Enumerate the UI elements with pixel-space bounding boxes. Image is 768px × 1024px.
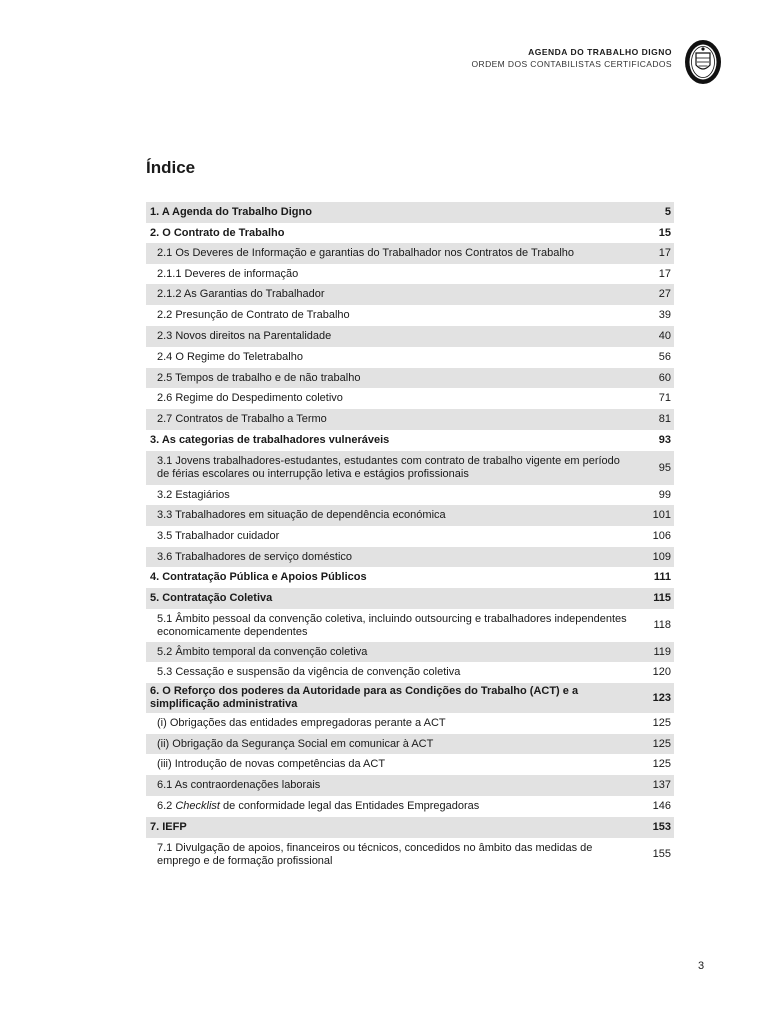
toc-entry[interactable] — [146, 683, 674, 713]
toc-entry-title: 3. As categorias de trabalhadores vulneráveis — [150, 434, 390, 446]
toc-entry-title: (ii) Obrigação da Segurança Social em comunicar à ACT — [157, 737, 434, 750]
toc-entry-page: 137 — [652, 779, 671, 791]
toc-entry[interactable] — [146, 796, 674, 817]
ordem-seal-icon — [684, 39, 722, 85]
toc-entry-title: 5.2 Âmbito temporal da convenção coletiva — [157, 645, 368, 658]
toc-entry[interactable] — [146, 526, 674, 547]
toc-entry[interactable] — [146, 485, 674, 505]
toc-entry[interactable] — [146, 588, 674, 609]
table-of-contents — [146, 202, 674, 871]
toc-entry[interactable] — [146, 368, 674, 388]
toc-entry-page: 17 — [658, 247, 671, 259]
toc-entry-page: 5 — [664, 206, 671, 218]
toc-entry-title: 2.5 Tempos de trabalho e de não trabalho — [157, 371, 361, 384]
toc-entry-title: 5.3 Cessação e suspensão da vigência de convenção coletiva — [157, 666, 461, 678]
toc-entry-page: 17 — [658, 267, 671, 280]
toc-entry-page: 123 — [652, 691, 671, 704]
toc-entry-title: 1. A Agenda do Trabalho Digno — [150, 206, 312, 218]
toc-entry[interactable] — [146, 505, 674, 526]
toc-entry-title: 7.1 Divulgação de apoios, financeiros ou técnicos, concedidos no âmbito das medidas de emprego e de formação profissional — [157, 841, 593, 867]
toc-entry[interactable] — [146, 642, 674, 662]
toc-entry[interactable] — [146, 567, 674, 588]
toc-entry-page: 125 — [652, 737, 671, 750]
toc-entry-page: 118 — [653, 619, 671, 631]
page-number: 3 — [698, 960, 705, 972]
toc-entry-title: 2.2 Presunção de Contrato de Trabalho — [157, 309, 350, 321]
toc-entry[interactable] — [146, 430, 674, 451]
toc-entry-page: 40 — [658, 330, 671, 342]
toc-entry[interactable] — [146, 388, 674, 409]
toc-entry-title: 7. IEFP — [150, 821, 187, 833]
toc-entry-page: 99 — [658, 488, 671, 501]
toc-entry[interactable] — [146, 326, 674, 347]
toc-entry-title: 3.1 Jovens trabalhadores-estudantes, estudantes com contrato de trabalho vigente em período de férias escolares ou interrupção letiva e estágios profissionais — [157, 455, 620, 480]
toc-entry[interactable] — [146, 451, 674, 485]
toc-entry[interactable] — [146, 754, 674, 775]
toc-entry-title: 3.3 Trabalhadores em situação de dependência económica — [157, 509, 446, 521]
toc-entry-title: 6.2 Checklist de conformidade legal das Entidades Empregadoras — [157, 800, 480, 812]
header-subtitle: ORDEM DOS CONTABILISTAS CERTIFICADOS — [471, 59, 672, 69]
toc-entry-title: 3.2 Estagiários — [157, 488, 230, 501]
toc-entry-page: 71 — [658, 392, 671, 404]
toc-entry[interactable] — [146, 347, 674, 368]
toc-entry[interactable] — [146, 223, 674, 243]
toc-entry[interactable] — [146, 838, 674, 871]
toc-entry-title: 3.6 Trabalhadores de serviço doméstico — [157, 550, 353, 563]
toc-entry-title: 2.1.2 As Garantias do Trabalhador — [157, 288, 325, 300]
toc-entry-page: 109 — [652, 550, 671, 563]
toc-entry-page: 39 — [658, 309, 671, 321]
toc-entry-page: 15 — [658, 226, 671, 239]
toc-entry-page: 106 — [652, 530, 671, 542]
toc-entry-title: 5. Contratação Coletiva — [150, 592, 273, 604]
toc-entry-page: 125 — [652, 717, 671, 729]
toc-entry-page: 101 — [652, 509, 671, 521]
toc-entry-page: 60 — [658, 371, 671, 384]
toc-entry-title: 2.3 Novos direitos na Parentalidade — [157, 330, 332, 342]
toc-entry-page: 95 — [658, 461, 671, 474]
toc-entry-page: 119 — [653, 645, 671, 658]
running-header — [472, 46, 672, 70]
toc-entry-title: 6. O Reforço dos poderes da Autoridade para as Condições do Trabalho (ACT) e a simplificação administrativa — [150, 685, 579, 710]
toc-entry-title: 3.5 Trabalhador cuidador — [157, 530, 280, 542]
header-title: AGENDA DO TRABALHO DIGNO — [528, 47, 672, 57]
toc-entry[interactable] — [146, 284, 674, 305]
toc-entry-title: 2. O Contrato de Trabalho — [150, 226, 285, 239]
toc-entry-page: 155 — [652, 848, 671, 860]
toc-entry-title: 2.4 O Regime do Teletrabalho — [157, 351, 303, 363]
toc-entry-title: (i) Obrigações das entidades empregadoras perante a ACT — [157, 717, 446, 729]
toc-entry-title: 2.1.1 Deveres de informação — [157, 267, 299, 280]
toc-entry[interactable] — [146, 662, 674, 683]
toc-entry-title: 2.7 Contratos de Trabalho a Termo — [157, 413, 327, 425]
toc-entry[interactable] — [146, 775, 674, 796]
toc-entry[interactable] — [146, 202, 674, 223]
toc-entry-page: 111 — [653, 571, 671, 583]
toc-entry-page: 153 — [652, 821, 671, 833]
toc-entry[interactable] — [146, 734, 674, 754]
toc-entry-page: 146 — [652, 800, 671, 812]
toc-entry[interactable] — [146, 713, 674, 734]
toc-entry[interactable] — [146, 409, 674, 430]
toc-entry[interactable] — [146, 547, 674, 567]
toc-entry-page: 120 — [652, 666, 671, 678]
toc-entry[interactable] — [146, 243, 674, 264]
toc-entry-page: 56 — [658, 351, 671, 363]
toc-entry[interactable] — [146, 305, 674, 326]
toc-entry-title: 5.1 Âmbito pessoal da convenção coletiva, incluindo outsourcing e trabalhadores independentes economicamente dependentes — [157, 612, 627, 638]
toc-entry-page: 81 — [658, 413, 671, 425]
toc-entry[interactable] — [146, 817, 674, 838]
toc-entry-page: 93 — [658, 434, 671, 446]
toc-entry-title: (iii) Introdução de novas competências da ACT — [157, 758, 386, 770]
toc-entry-title: 4. Contratação Pública e Apoios Públicos — [150, 571, 367, 583]
page-title: Índice — [146, 158, 196, 177]
toc-entry[interactable] — [146, 609, 674, 642]
toc-entry-page: 125 — [652, 758, 671, 770]
toc-entry-title: 2.6 Regime do Despedimento coletivo — [157, 392, 343, 404]
toc-entry-title: 6.1 As contraordenações laborais — [157, 779, 321, 791]
toc-entry-title: 2.1 Os Deveres de Informação e garantias do Trabalhador nos Contratos de Trabalho — [157, 247, 575, 259]
toc-entry[interactable] — [146, 264, 674, 284]
toc-entry-page: 27 — [658, 288, 671, 300]
toc-entry-page: 115 — [653, 592, 671, 604]
